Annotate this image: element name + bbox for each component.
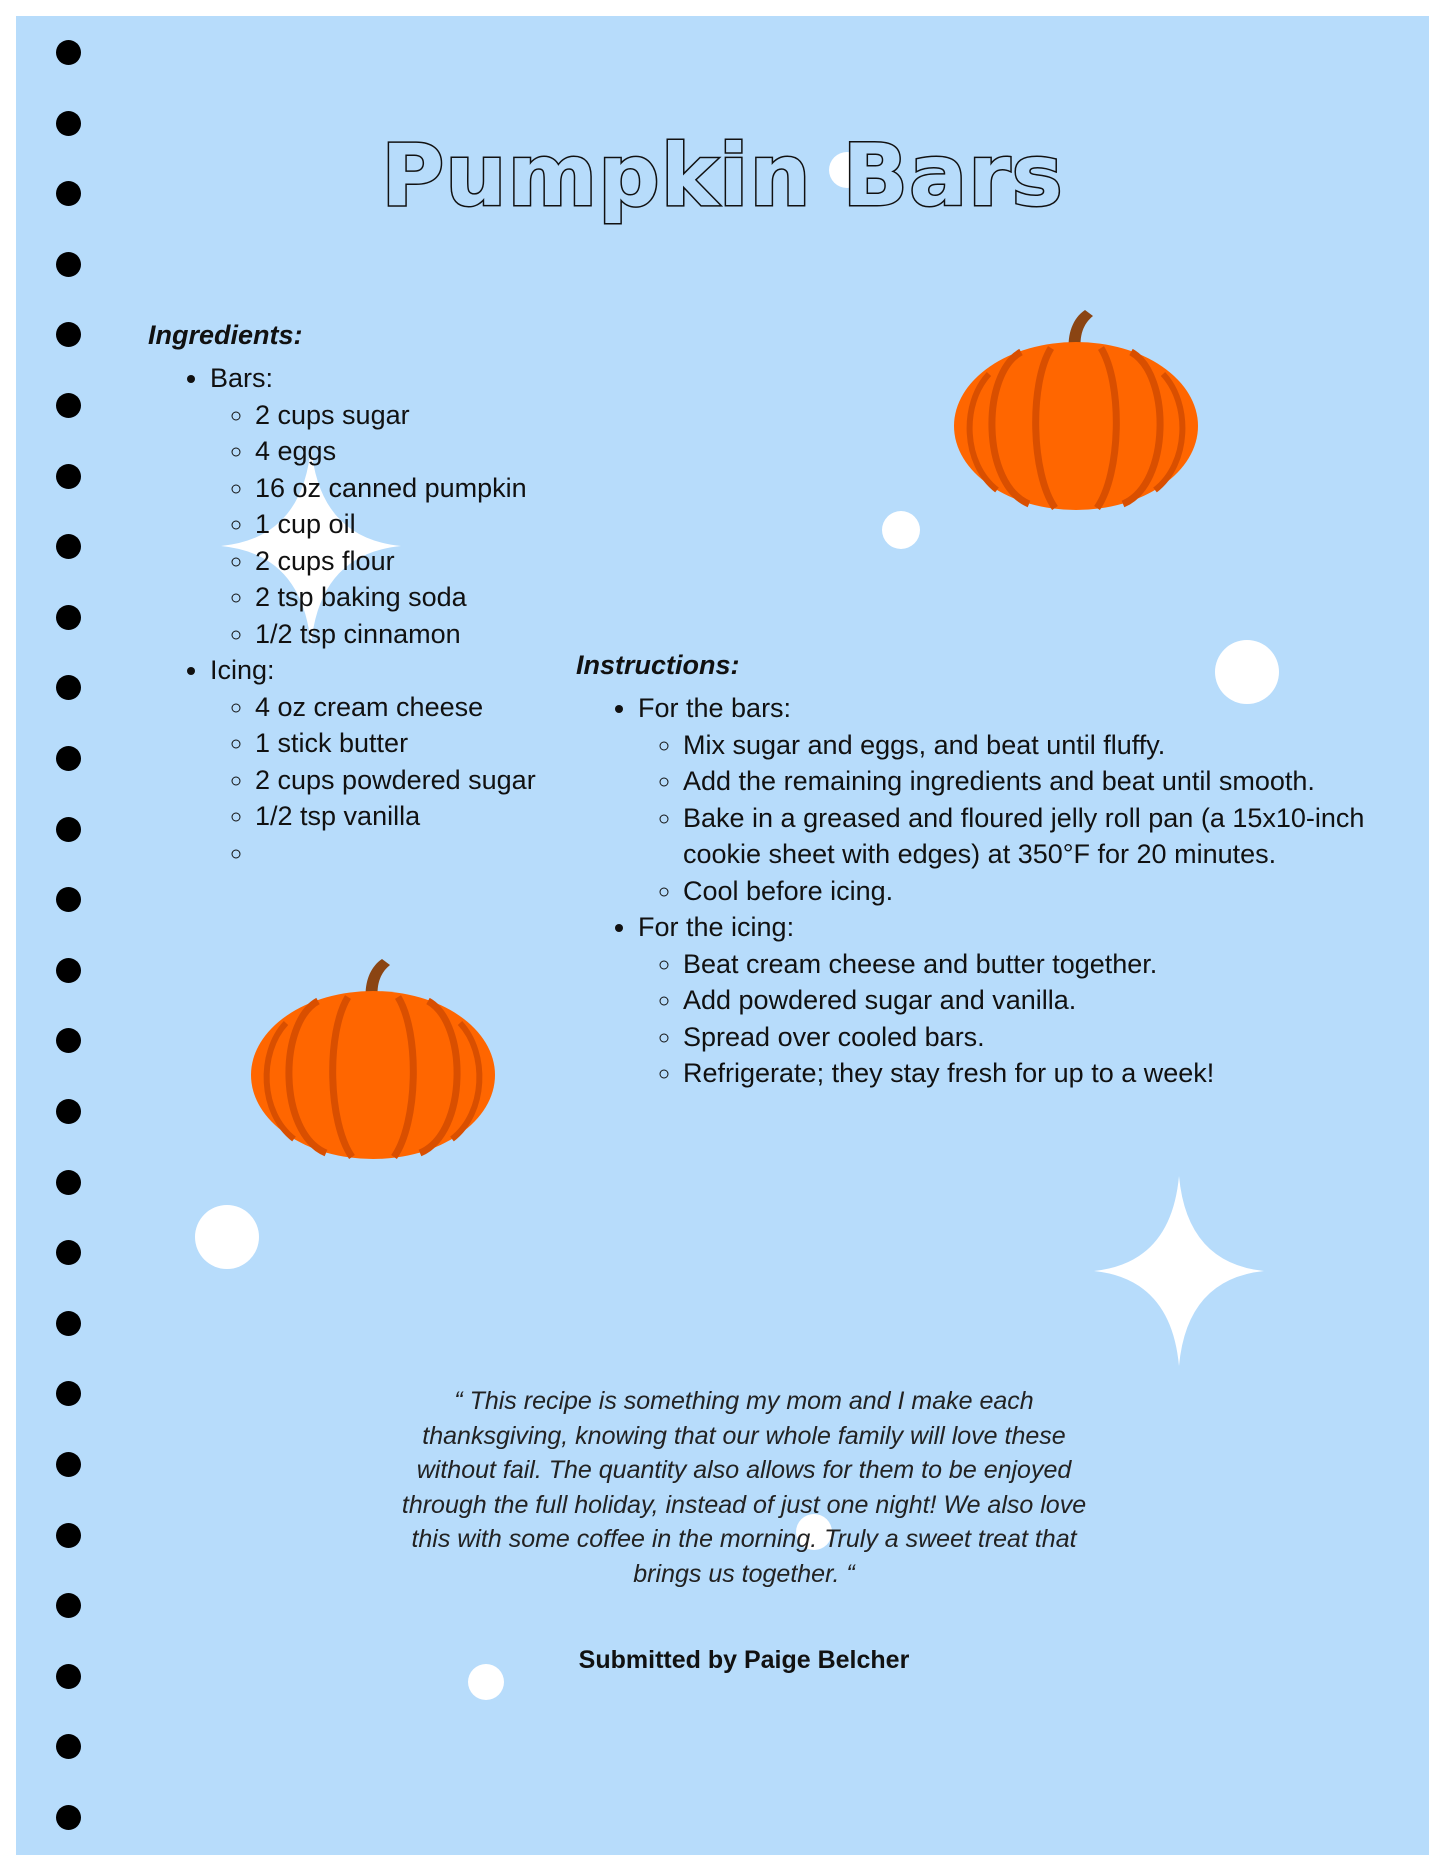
binder-hole-icon [56, 1381, 81, 1406]
binder-hole-icon [56, 1240, 81, 1265]
instruction-step: ◦ Cool before icing. [683, 873, 1378, 910]
binder-hole-icon [56, 252, 81, 277]
list-item [638, 909, 1378, 1092]
binder-hole-icon [56, 1311, 81, 1336]
decorative-dot [195, 1205, 259, 1269]
binder-hole-icon [56, 1664, 81, 1689]
ingredient-item-empty [255, 835, 650, 872]
recipe-page [16, 16, 1429, 1855]
submitted-by: Submitted by Paige Belcher [578, 1646, 910, 1674]
family-quote: “ This recipe is something my mom and I make each thanksgiving, knowing that our whole family will love these without fail. The quantity also allows for them to be enjoyed through the full holiday, instead of just one night! We also love this with some coffee in the morning. Truly a sweet treat that brings us together. “ [401, 1387, 1087, 1588]
ingredient-group-label: Bars: [210, 363, 274, 393]
instructions-heading: Instructions: [576, 650, 740, 680]
instruction-group-label: For the icing: [638, 912, 795, 942]
ingredient-item: ◦ 4 oz cream cheese [255, 689, 650, 726]
ingredient-item: ◦ 1 cup oil [255, 506, 650, 543]
ingredient-item: ◦ 2 cups flour [255, 543, 650, 580]
binder-hole-icon [56, 464, 81, 489]
binder-hole-icon [56, 746, 81, 771]
list-item [210, 360, 650, 652]
ingredient-item: ◦ 4 eggs [255, 433, 650, 470]
binder-hole-icon [56, 1170, 81, 1195]
binder-hole-icon [56, 1523, 81, 1548]
bars-steps [638, 727, 1378, 910]
binder-hole-icon [56, 322, 81, 347]
instruction-step: ◦ Mix sugar and eggs, and beat until fluffy. [683, 727, 1378, 764]
instructions-list [592, 690, 1378, 1092]
pumpkin-icon [951, 304, 1201, 510]
binder-hole-icon [56, 675, 81, 700]
ingredient-item: ◦ 1/2 tsp vanilla [255, 798, 650, 835]
ingredient-item: ◦ 1/2 tsp cinnamon [255, 616, 650, 653]
binder-hole-icon [56, 1099, 81, 1124]
instruction-group-label: For the bars: [638, 693, 792, 723]
instruction-step: ◦ Refrigerate; they stay fresh for up to a week! [683, 1055, 1378, 1092]
bars-ingredients [210, 397, 650, 653]
sparkle-icon [1094, 1176, 1264, 1366]
list-item [638, 690, 1378, 909]
ingredient-group-label: Icing: [210, 655, 275, 685]
ingredient-item: ◦ 16 oz canned pumpkin [255, 470, 650, 507]
ingredients-list [164, 360, 650, 871]
ingredients-heading: Ingredients: [148, 320, 303, 350]
binder-hole-icon [56, 1593, 81, 1618]
binder-hole-icon [56, 958, 81, 983]
binder-hole-icon [56, 887, 81, 912]
pumpkin-icon [248, 953, 498, 1159]
ingredient-item: ◦ 2 cups sugar [255, 397, 650, 434]
binder-hole-icon [56, 1805, 81, 1830]
instruction-step: ◦ Add the remaining ingredients and beat until smooth. [683, 763, 1378, 800]
instruction-step: ◦ Spread over cooled bars. [683, 1019, 1378, 1056]
list-item [210, 652, 650, 871]
page-title: Pumpkin Bars [381, 126, 1064, 226]
icing-steps [638, 946, 1378, 1092]
icing-ingredients [210, 689, 650, 872]
instruction-step: ◦ Add powdered sugar and vanilla. [683, 982, 1378, 1019]
instruction-step: ◦ Bake in a greased and floured jelly roll pan (a 15x10-inch cookie sheet with edges) at 350°F for 20 minutes. [683, 800, 1378, 873]
ingredient-item: ◦ 2 cups powdered sugar [255, 762, 650, 799]
binder-hole-icon [56, 534, 81, 559]
binder-hole-icon [56, 40, 81, 65]
decorative-dot [882, 511, 920, 549]
binder-hole-icon [56, 393, 81, 418]
ingredient-item: ◦ 1 stick butter [255, 725, 650, 762]
binder-hole-icon [56, 1734, 81, 1759]
ingredient-item: ◦ 2 tsp baking soda [255, 579, 650, 616]
instruction-step: ◦ Beat cream cheese and butter together. [683, 946, 1378, 983]
binder-hole-icon [56, 1452, 81, 1477]
binder-hole-icon [56, 817, 81, 842]
binder-hole-icon [56, 1028, 81, 1053]
binder-hole-icon [56, 605, 81, 630]
